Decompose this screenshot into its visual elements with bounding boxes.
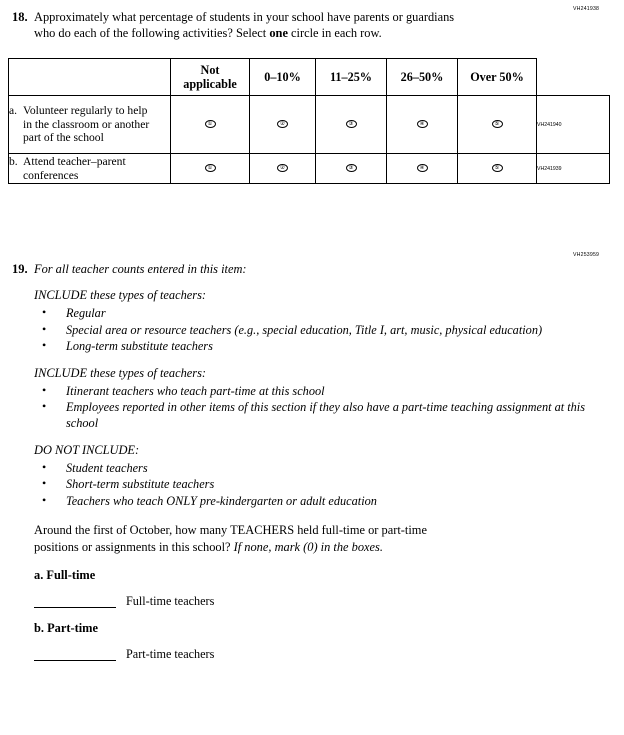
list-item: • Student teachers <box>34 461 608 477</box>
include-block-2 <box>34 366 608 432</box>
include-block-1-list <box>34 306 608 355</box>
list-item: • Itinerant teachers who teach part-time at this school <box>34 384 608 400</box>
matrix-row-a-option-3[interactable] <box>387 96 458 154</box>
matrix-row-b-option-0[interactable] <box>171 154 250 184</box>
matrix-header-col-1: 0–10% <box>250 59 316 96</box>
list-item: • Special area or resource teachers (e.g., special education, Title I, art, music, physical education) <box>34 323 608 339</box>
question-18-text-line2-pre: who do each of the following activities? Select <box>34 25 270 40</box>
question-19-prompt-note: If none, mark (0) in the boxes. <box>233 539 383 554</box>
part-time-teachers-label: Part-time teachers <box>126 646 215 661</box>
matrix-header-col-0-line1: Not <box>200 62 220 77</box>
question-19-prompt-line2-pre: positions or assignments in this school? <box>34 539 234 554</box>
question-18-text-emphasis: one <box>269 25 288 40</box>
include-block-1-head: INCLUDE these types of teachers: <box>34 288 207 302</box>
radio-bubble-icon[interactable]: ④ <box>417 164 428 172</box>
matrix-header-col-0-line2: applicable <box>183 77 237 91</box>
radio-bubble-icon[interactable]: ⑤ <box>492 164 503 172</box>
question-18-number: 18. <box>12 10 28 24</box>
variable-id-q18: VH241938 <box>573 6 600 12</box>
part-a-heading: a. Full-time <box>34 567 96 582</box>
radio-bubble-icon[interactable]: ① <box>205 120 216 128</box>
matrix-header-col-4: Over 50% <box>458 59 537 96</box>
part-b-answer-row <box>34 648 608 661</box>
question-19-prompt <box>34 522 534 554</box>
question-18-text <box>34 10 608 42</box>
matrix-header-blank <box>9 59 171 96</box>
matrix-row-b-option-3[interactable] <box>387 154 458 184</box>
part-time-teachers-input[interactable] <box>34 649 116 661</box>
radio-bubble-icon[interactable]: ② <box>277 120 288 128</box>
include-block-2-head: INCLUDE these types of teachers: <box>34 365 207 380</box>
full-time-teachers-input[interactable] <box>34 596 116 608</box>
radio-bubble-icon[interactable]: ⑤ <box>492 120 503 128</box>
question-19 <box>8 262 608 661</box>
matrix-row-b-vid: VH241939 <box>537 154 610 184</box>
matrix-header-col-2: 11–25% <box>316 59 387 96</box>
matrix-header-col-0 <box>171 59 250 96</box>
matrix-row-a-label-cell <box>9 96 171 154</box>
radio-bubble-icon[interactable]: ① <box>205 164 216 172</box>
list-item: • Regular <box>34 306 608 322</box>
radio-bubble-icon[interactable]: ③ <box>346 120 357 128</box>
matrix-row-b-label-cell <box>9 154 171 184</box>
exclude-block-head: DO NOT INCLUDE: <box>34 442 140 457</box>
question-18 <box>8 10 608 42</box>
include-block-1 <box>34 288 608 355</box>
matrix-row-a-option-2[interactable] <box>316 96 387 154</box>
matrix-row-b-option-1[interactable] <box>250 154 316 184</box>
question-18-text-line2-post: circle in each row. <box>287 25 382 40</box>
matrix-row-a-letter: a. <box>9 103 18 117</box>
matrix-row-b-letter: b. <box>9 154 18 168</box>
include-block-2-list <box>34 384 608 432</box>
radio-bubble-icon[interactable]: ② <box>277 164 288 172</box>
question-19-lead: For all teacher counts entered in this item: <box>34 262 247 276</box>
question-18-text-line1: Approximately what percentage of students in your school have parents or guardians <box>34 10 455 24</box>
matrix-row-b-label: Attend teacher–parent conferences <box>23 154 126 182</box>
table-row <box>9 96 610 154</box>
matrix-header-row <box>9 59 610 96</box>
question-18-matrix-table <box>8 58 610 184</box>
variable-id-q19: VH253959 <box>573 252 600 258</box>
full-time-teachers-label: Full-time teachers <box>126 593 215 608</box>
exclude-block <box>34 443 608 510</box>
list-item: • Employees reported in other items of this section if they also have a part-time teaching assignment at this school <box>34 400 608 431</box>
part-b-heading: b. Part-time <box>34 620 98 635</box>
list-item: • Long-term substitute teachers <box>34 339 608 355</box>
matrix-row-a-option-1[interactable] <box>250 96 316 154</box>
list-item: • Teachers who teach ONLY pre-kindergarten or adult education <box>34 494 608 510</box>
matrix-row-a-option-0[interactable] <box>171 96 250 154</box>
matrix-row-a-label: Volunteer regularly to help in the classroom or another part of the school <box>23 103 150 145</box>
matrix-row-b-option-2[interactable] <box>316 154 387 184</box>
exclude-block-list <box>34 461 608 510</box>
matrix-header-col-3: 26–50% <box>387 59 458 96</box>
matrix-row-a-vid: VH241940 <box>537 96 610 154</box>
list-item: • Short-term substitute teachers <box>34 477 608 493</box>
matrix-header-vid-col <box>537 59 610 96</box>
matrix-row-b-option-4[interactable] <box>458 154 537 184</box>
table-row <box>9 154 610 184</box>
matrix-row-a-option-4[interactable] <box>458 96 537 154</box>
radio-bubble-icon[interactable]: ③ <box>346 164 357 172</box>
part-a-answer-row <box>34 595 608 608</box>
question-19-prompt-line1: Around the first of October, how many TEACHERS held full-time or part-time <box>34 523 427 538</box>
radio-bubble-icon[interactable]: ④ <box>417 120 428 128</box>
question-19-number: 19. <box>12 262 28 276</box>
